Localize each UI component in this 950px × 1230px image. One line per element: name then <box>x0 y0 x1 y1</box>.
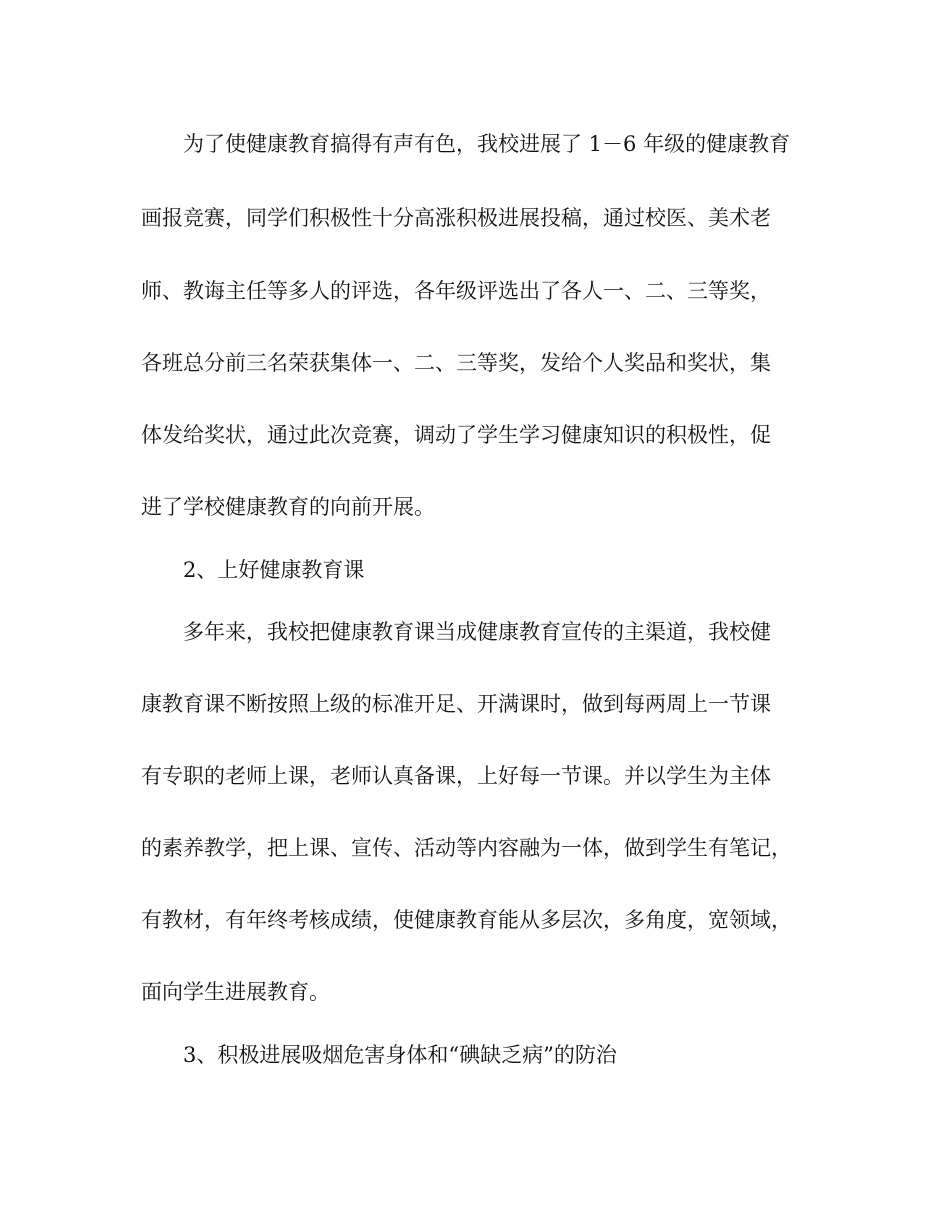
paragraph-2-line-6: 面向学生进展教育。 <box>141 980 330 1004</box>
paragraph-2-line-1: 多年来，我校把健康教育课当成健康教育宣传的主渠道，我校健 <box>183 620 771 644</box>
section-heading-3: 3、积极进展吸烟危害身体和“碘缺乏病”的防治 <box>183 1043 617 1067</box>
paragraph-1-line-1: 为了使健康教育搞得有声有色，我校进展了 1－6 年级的健康教育 <box>183 132 791 156</box>
paragraph-1-line-2: 画报竞赛，同学们积极性十分高涨积极进展投稿，通过校医、美术老 <box>141 206 771 230</box>
paragraph-1-line-3: 师、教诲主任等多人的评选，各年级评选出了各人一、二、三等奖， <box>141 279 771 303</box>
paragraph-1-line-6: 进了学校健康教育的向前开展。 <box>141 495 435 519</box>
paragraph-2-line-5: 有教材，有年终考核成绩，使健康教育能从多层次，多角度，宽领域， <box>141 908 792 932</box>
paragraph-2-line-2: 康教育课不断按照上级的标准开足、开满课时，做到每两周上一节课 <box>141 692 771 716</box>
paragraph-1-line-4: 各班总分前三名荣获集体一、二、三等奖，发给个人奖品和奖状，集 <box>141 351 771 375</box>
paragraph-1-line-5: 体发给奖状，通过此次竞赛，调动了学生学习健康知识的积极性，促 <box>141 423 771 447</box>
section-heading-2: 2、上好健康教育课 <box>183 558 365 582</box>
paragraph-2-line-4: 的素养教学，把上课、宣传、活动等内容融为一体，做到学生有笔记， <box>141 836 792 860</box>
paragraph-2-line-3: 有专职的老师上课，老师认真备课，上好每一节课。并以学生为主体 <box>141 764 771 788</box>
